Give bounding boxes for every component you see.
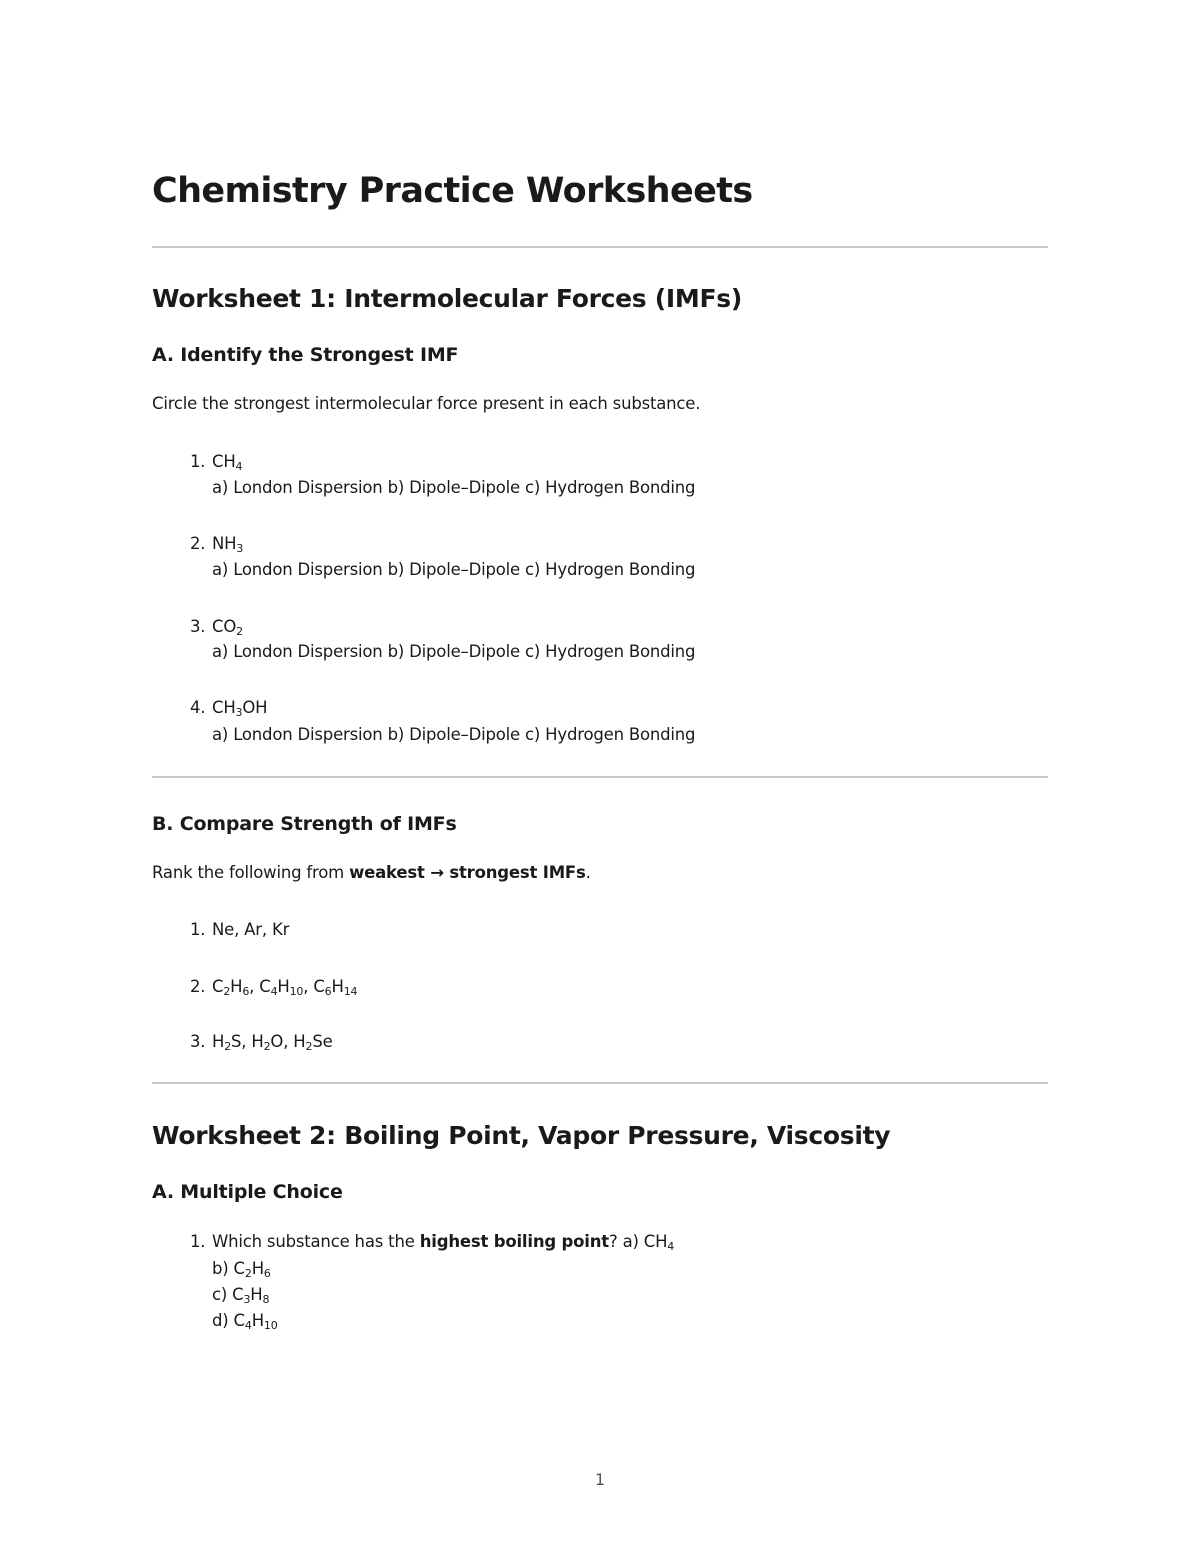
item-number: 3. bbox=[190, 617, 206, 636]
formula: $CO_2$ bbox=[212, 617, 243, 638]
list-item bbox=[190, 1029, 333, 1055]
worksheet-2-heading: Worksheet 2: Boiling Point, Vapor Pressure, Viscosity bbox=[152, 1121, 891, 1150]
item-number: 2. bbox=[190, 534, 206, 553]
formula-list: $H_2S$, $H_2O$, $H_2Se$ bbox=[212, 1032, 333, 1053]
item-number: 3. bbox=[190, 1032, 206, 1051]
answer-options: a) London Dispersion b) Dipole–Dipole c) Hydrogen Bonding bbox=[212, 725, 696, 744]
question-text: Which substance has the highest boiling point? a) $CH_4$ bbox=[212, 1232, 675, 1253]
divider bbox=[152, 1082, 1048, 1084]
list-item bbox=[190, 695, 267, 721]
formula: $NH_3$ bbox=[212, 534, 244, 555]
list-item bbox=[190, 917, 289, 943]
list-item bbox=[190, 614, 243, 640]
choice: d) $C_4H_{10}$ bbox=[212, 1311, 278, 1332]
divider bbox=[152, 776, 1048, 778]
choice: b) $C_2H_6$ bbox=[212, 1259, 271, 1280]
list-item bbox=[190, 974, 357, 1000]
item-number: 1. bbox=[190, 920, 206, 939]
section-b-instruction: Rank the following from weakest → strongest IMFs. bbox=[152, 863, 591, 882]
multiple-choice-heading: A. Multiple Choice bbox=[152, 1181, 343, 1203]
list-item bbox=[190, 531, 243, 557]
answer-options: a) London Dispersion b) Dipole–Dipole c) Hydrogen Bonding bbox=[212, 478, 696, 497]
answer-options: a) London Dispersion b) Dipole–Dipole c) Hydrogen Bonding bbox=[212, 642, 696, 661]
item-number: 1. bbox=[190, 1232, 206, 1251]
formula: $CH_3OH$ bbox=[212, 698, 268, 719]
choice: c) $C_3H_8$ bbox=[212, 1285, 270, 1306]
page-number: 1 bbox=[594, 1470, 606, 1489]
item-text: Ne, Ar, Kr bbox=[212, 920, 290, 939]
formula: $CH_4$ bbox=[212, 452, 243, 473]
answer-options: a) London Dispersion b) Dipole–Dipole c) Hydrogen Bonding bbox=[212, 560, 696, 579]
list-item bbox=[190, 449, 242, 475]
page-title: Chemistry Practice Worksheets bbox=[152, 171, 753, 211]
question bbox=[190, 1229, 674, 1255]
item-number: 2. bbox=[190, 977, 206, 996]
worksheet-1-heading: Worksheet 1: Intermolecular Forces (IMFs) bbox=[152, 284, 742, 313]
section-a-instruction: Circle the strongest intermolecular force present in each substance. bbox=[152, 394, 701, 413]
section-b-heading: B. Compare Strength of IMFs bbox=[152, 813, 457, 835]
item-number: 1. bbox=[190, 452, 206, 471]
formula-list: $C_2H_6$, $C_4H_{10}$, $C_6H_{14}$ bbox=[212, 977, 358, 998]
item-number: 4. bbox=[190, 698, 206, 717]
divider bbox=[152, 246, 1048, 248]
section-a-heading: A. Identify the Strongest IMF bbox=[152, 344, 459, 366]
